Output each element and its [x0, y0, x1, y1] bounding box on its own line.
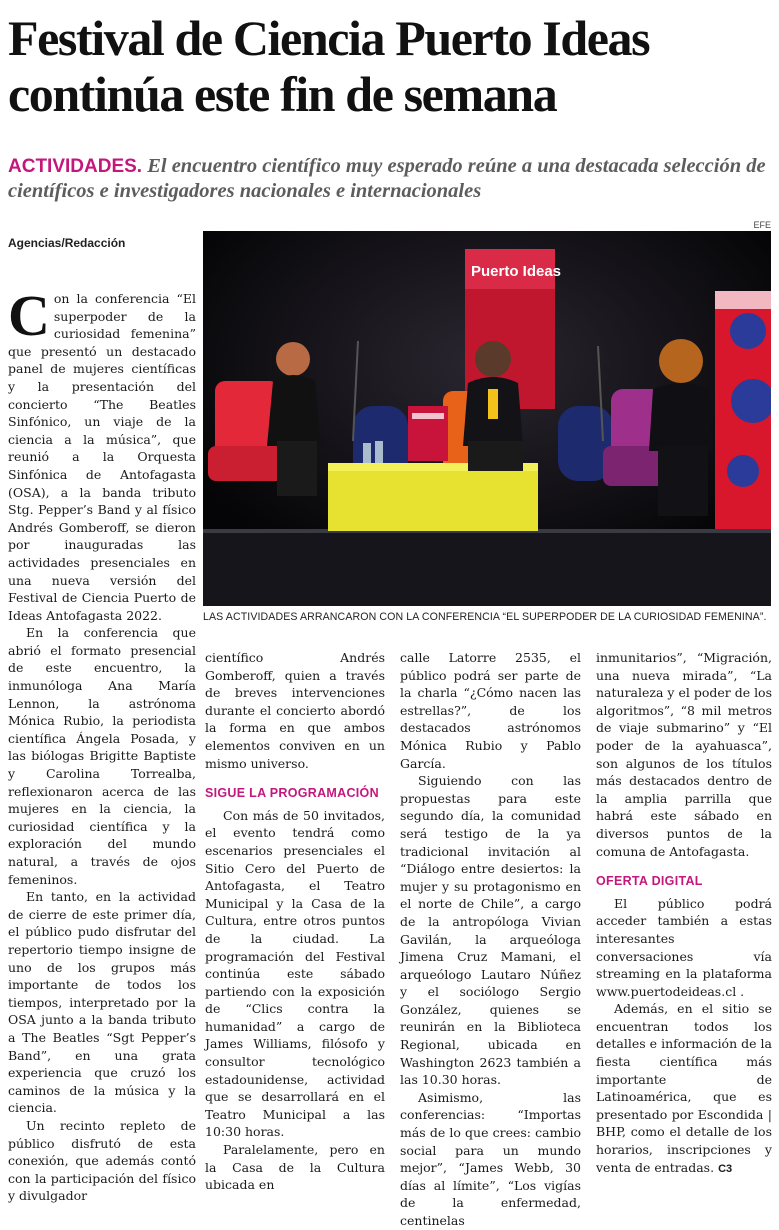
- stage-sign: Puerto Ideas: [471, 263, 562, 280]
- paragraph-12: El público podrá acceder también a estas interesantes conversaciones vía streaming en la plataforma www.puertodeideas.cl .: [596, 895, 772, 999]
- paragraph-13: [596, 1000, 772, 1178]
- column-2: [205, 649, 385, 1194]
- deck-text: El encuentro científico muy esperado reúne a una destacada selección de científicos e investigadores nacionales e internacionales: [8, 155, 766, 202]
- byline: Agencias/Redacción: [8, 236, 126, 250]
- paragraph-7: Paralelamente, pero en la Casa de la Cultura ubicada en: [205, 1142, 385, 1193]
- paragraph-11: inmunitarios”, “Migración, una nueva mirada”, “La naturaleza y el poder de los algoritmos”, “8 mil metros de viaje submarino” y “El poder de la ayahuasca”, son algunos de los títulos más destacados dentro de la amplia parrilla que habrá este sábado en diversos puntos de la comuna de Antofagasta.: [596, 650, 773, 859]
- photo-caption: LAS ACTIVIDADES ARRANCARON CON LA CONFERENCIA “EL SUPERPODER DE LA CURIOSIDAD FEMENINA”.: [203, 611, 767, 623]
- headline-line-1: Festival de Ciencia Puerto Ideas: [8, 10, 650, 66]
- paragraph-10: Asimismo, las conferencias: “Importas más de lo que crees: cambio social para un mundo mejor”, “James Webb, 30 días al límite”, “Los vigías de la enfermedad, centinelas: [400, 1089, 581, 1228]
- deck: [8, 154, 773, 204]
- paragraph-6: Con más de 50 invitados, el evento tendrá como escenarios presenciales el Sitio Cero del Puerto de Antofagasta, el Teatro Municipal y la Casa de la Cultura, entre otros puntos de la ciudad. La programación del Festival continúa este sábado partiendo con la exposición de “Clics contra la humanidad” a cargo de James Williams, filósofo y consultor tecnológico estadounidense, actividad que se desarrollará en el Teatro Municipal a las 10:30 horas.: [205, 807, 385, 1140]
- subheading-programacion: SIGUE LA PROGRAMACIÓN: [205, 786, 379, 801]
- column-4: [596, 649, 772, 1178]
- paragraph-9: Siguiendo con las propuestas para este segundo día, la comunidad será testigo de la ya tradicional invitación al “Diálogo entre desiertos: la mujer y su protagonismo en el norte de Chile”, a cargo de la antropóloga Vivian Gavilán, la arqueóloga Jimena Cruz Mamani, el arqueólogo Lautaro Núñez y el sociólogo Sergio González, quienes se reunirán en la Biblioteca Regional, ubicada en Washington 2623 también a las 10.30 horas.: [400, 773, 581, 1088]
- headline: [8, 10, 773, 122]
- paragraph-1-text: on la conferencia “El superpoder de la curiosidad femenina” que presentó un destacado panel de mujeres científicas y la presentación del concierto “The Beatles Sinfónico, un viaje de la ciencia a la música”, que reunió a la Orquesta Sinfónica de Antofagasta (OSA), a la banda tributo Stg. Pepper’s Band y al físico Andrés Gomberoff, se dieron por inauguradas las actividades presenciales en una nueva versión del Festival de Ciencia Puerto de Ideas Antofagasta 2022.: [8, 291, 196, 623]
- column-3: [400, 649, 581, 1230]
- paragraph-3: En tanto, en la actividad de cierre de este primer día, el público pudo disfrutar del repertorio tiempo insigne de uno de los grupos más importante de todos los tiempos, interpretado por la OSA junto a la banda tributo a The Beatles “Sgt Pepper’s Band”, en una grata experiencia que cruzó los caminos de la música y la ciencia.: [8, 889, 196, 1116]
- headline-line-2: continúa este fin de semana: [8, 66, 557, 122]
- paragraph-1: [8, 283, 196, 624]
- drop-cap: C: [8, 283, 50, 348]
- paragraph-5: científico Andrés Gomberoff, quien a través de breves intervenciones durante el concierto abordó la forma en que ambos elementos conviven en un mismo universo.: [205, 650, 385, 771]
- paragraph-8: calle Latorre 2535, el público podrá ser parte de la charla “¿Cómo nacen las estrellas?”, de los destacados astrónomos Mónica Rubio y Pablo García.: [400, 650, 581, 771]
- article-photo: [203, 231, 771, 606]
- column-1: [8, 283, 196, 1205]
- photo-credit: EFE: [753, 220, 771, 230]
- paragraph-4: Un recinto repleto de público disfrutó de esta conexión, que además contó con la participación del físico y divulgador: [8, 1117, 196, 1204]
- paragraph-13-text: Además, en el sitio se encuentran todos los detalles e información de la fiesta científica más importante de Latinoamérica, que es presentado por Escondida | BHP, como el detalle de los horarios, inscripciones y venta de entradas.: [596, 1001, 772, 1175]
- paragraph-2: En la conferencia que abrió el formato presencial de este encuentro, la inmunóloga Ana María Lennon, la astrónoma Mónica Rubio, la periodista científica Ángela Posada, y las biólogas Brigitte Baptiste y Carolina Torrealba, reflexionaron acerca de las mujeres en la ciencia, la curiosidad científica y la exploración del mundo natural, a través de ojos femeninos.: [8, 625, 196, 887]
- kicker: ACTIVIDADES.: [8, 156, 143, 177]
- subheading-oferta-digital: OFERTA DIGITAL: [596, 874, 703, 889]
- end-mark: C3: [718, 1162, 733, 1175]
